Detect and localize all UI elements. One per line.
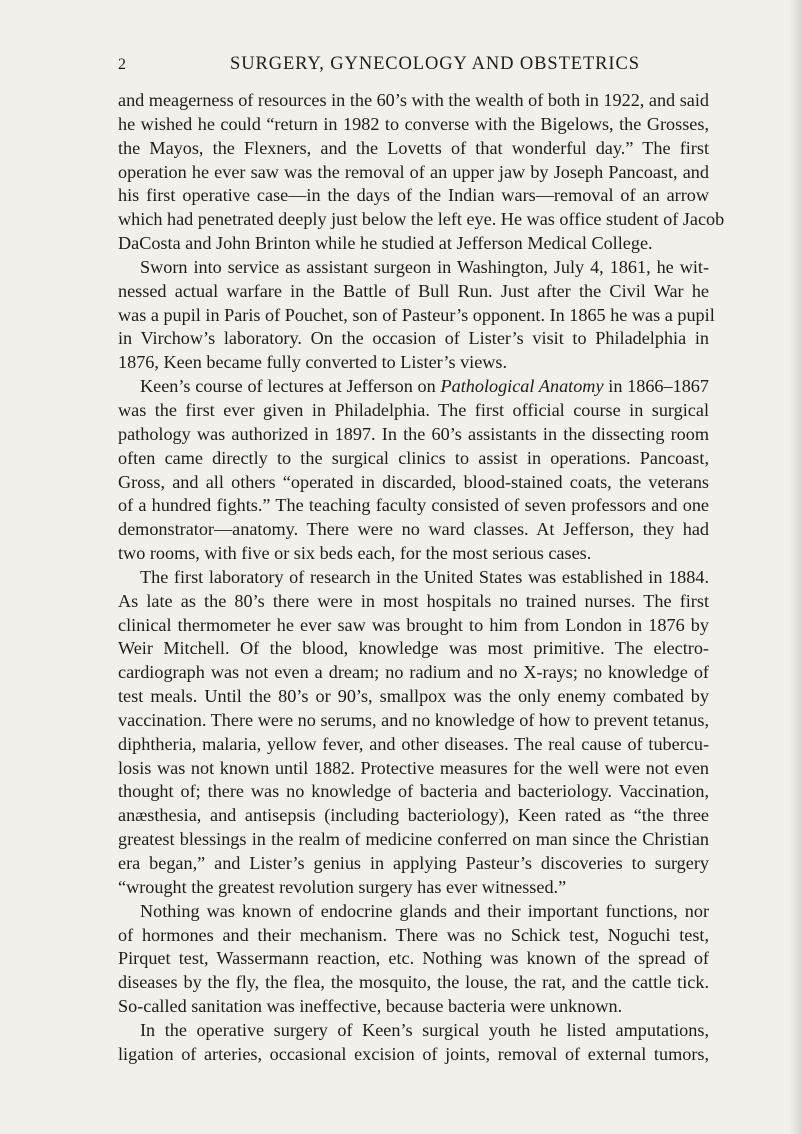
paragraph-start-line: Nothing was known of endocrine glands and their important functions, nor	[140, 900, 709, 921]
text-line: the Mayos, the Flexners, and the Lovetts of that wonderful day.” The first	[118, 137, 709, 158]
text-line: operation he ever saw was the removal of an upper jaw by Joseph Pancoast, and	[118, 161, 709, 182]
text-line: which had penetrated deeply just below the left eye. He was office student of Jacob	[118, 209, 725, 230]
text-line: diseases by the fly, the flea, the mosquito, the louse, the rat, and the cattle tick.	[118, 972, 709, 993]
text-line: So-called sanitation was ineffective, because bacteria were unknown.	[118, 996, 623, 1017]
paragraph-start-line: In the operative surgery of Keen’s surgical youth he listed amputations,	[140, 1019, 709, 1040]
text-line: era began,” and Lister’s genius in applying Pasteur’s discoveries to surgery	[118, 853, 709, 873]
text-line: clinical thermometer he ever saw was brought to him from London in 1876 by	[118, 614, 709, 635]
text-line: losis was not known until 1882. Protective measures for the well were not even	[118, 757, 709, 778]
text-line: was the first ever given in Philadelphia. The first official course in surgical	[118, 399, 709, 420]
text-line: was a pupil in Paris of Pouchet, son of Pasteur’s opponent. In 1865 he was a pupil	[118, 304, 715, 325]
text-line: two rooms, with five or six beds each, for the most serious cases.	[118, 543, 592, 564]
text-line: in Virchow’s laboratory. On the occasion of Lister’s visit to Philadelphia in	[118, 328, 709, 349]
paragraph-start-line	[118, 375, 709, 399]
text-line: greatest blessings in the realm of medicine conferred on man since the Christian	[118, 829, 709, 850]
text-line: Pirquet test, Wassermann reaction, etc. Nothing was known of the spread of	[118, 948, 709, 969]
text-line: “wrought the greatest revolution surgery has ever witnessed.”	[118, 876, 567, 897]
page-number: 2	[118, 56, 127, 73]
text-line: of a hundred fights.” The teaching faculty consisted of seven professors and one	[118, 495, 709, 516]
text-line: DaCosta and John Brinton while he studied at Jefferson Medical College.	[118, 233, 653, 254]
text-line: nessed actual warfare in the Battle of Bull Run. Just after the Civil War he	[118, 280, 709, 301]
text-segment: Keen’s course of lectures at Jefferson on	[140, 376, 441, 397]
text-line: cardiograph was not even a dream; no radium and no X-rays; no knowledge of	[118, 662, 709, 683]
text-line: Gross, and all others “operated in discarded, blood-stained coats, the veterans	[118, 471, 709, 492]
text-line: and meagerness of resources in the 60’s with the wealth of both in 1922, and said	[118, 90, 709, 110]
running-head	[118, 54, 708, 78]
text-line: demonstrator—anatomy. There were no ward classes. At Jefferson, they had	[118, 519, 709, 540]
text-line: vaccination. There were no serums, and no knowledge of how to prevent tetanus,	[118, 709, 709, 730]
text-line: test meals. Until the 80’s or 90’s, smallpox was the only enemy combated by	[118, 686, 709, 707]
text-line: Weir Mitchell. Of the blood, knowledge was most primitive. The electro-	[118, 638, 709, 659]
page-edge-shadow	[789, 0, 801, 1134]
text-line: pathology was authorized in 1897. In the 60’s assistants in the dissecting room	[118, 423, 709, 444]
text-line: 1876, Keen became fully converted to Lister’s views.	[118, 352, 508, 373]
text-line: ligation of arteries, occasional excision of joints, removal of external tumors,	[118, 1043, 709, 1064]
text-segment: in 1866–1867	[603, 376, 709, 397]
text-line: As late as the 80’s there were in most hospitals no trained nurses. The first	[118, 590, 709, 611]
body-text	[118, 89, 725, 1067]
text-line: often came directly to the surgical clinics to assist in operations. Pancoast,	[118, 447, 709, 468]
italic-title: Pathological Anatomy	[440, 376, 604, 397]
text-line: anæsthesia, and antisepsis (including bacteriology), Keen rated as “the three	[118, 805, 709, 826]
text-line: thought of; there was no knowledge of bacteria and bacteriology. Vaccination,	[118, 781, 709, 802]
paragraph-start-line: Sworn into service as assistant surgeon in Washington, July 4, 1861, he wit-	[140, 256, 709, 277]
text-line: his first operative case—in the days of the Indian wars—removal of an arrow	[118, 185, 709, 206]
text-line: diphtheria, malaria, yellow fever, and other diseases. The real cause of tubercu-	[118, 733, 709, 754]
paragraph-start-line: The first laboratory of research in the United States was established in 1884.	[140, 566, 709, 587]
running-head-title: SURGERY, GYNECOLOGY AND OBSTETRICS	[230, 54, 640, 74]
text-line: of hormones and their mechanism. There was no Schick test, Noguchi test,	[118, 924, 709, 945]
text-line: he wished he could “return in 1982 to converse with the Bigelows, the Grosses,	[118, 113, 709, 134]
